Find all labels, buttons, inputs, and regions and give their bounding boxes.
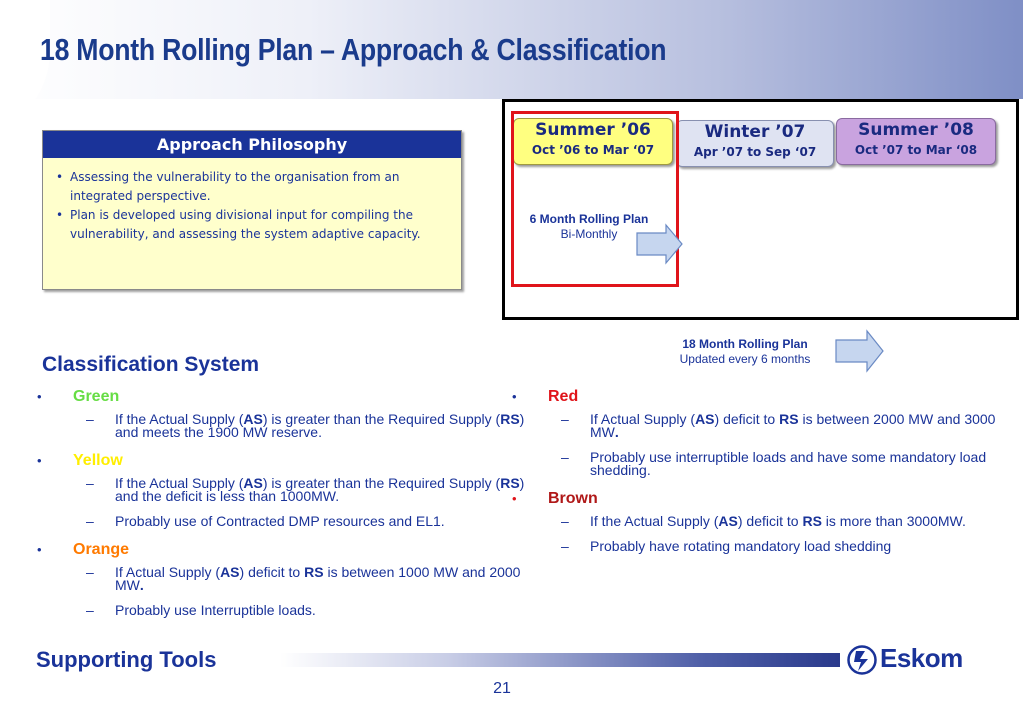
- eighteen-month-plan-label: [665, 337, 825, 367]
- category-criterion: [508, 515, 1018, 528]
- classification-left-column: [33, 387, 543, 629]
- cutoff-heading: Supporting Tools: [36, 647, 217, 672]
- criterion-text: ) is greater than the Required Supply (: [262, 411, 501, 427]
- criterion-text: Probably use Interruptible loads.: [115, 602, 316, 618]
- tab-name: Summer ’06: [535, 120, 651, 140]
- page-number: 21: [493, 680, 511, 697]
- header-curve: [0, 0, 50, 140]
- criterion-text: is more than 3000MW.: [821, 513, 966, 529]
- bullet-icon: •: [512, 389, 517, 404]
- dash-icon: –: [86, 475, 94, 491]
- eskom-logo-icon: [846, 645, 880, 675]
- criterion-emphasis: RS: [802, 513, 822, 529]
- criterion-text: Probably use interruptible loads and have some mandatory load shedding.: [590, 449, 987, 478]
- category-criterion: [33, 477, 543, 503]
- six-month-plan-title: 6 Month Rolling Plan: [529, 212, 649, 226]
- criterion-text: is between 1000 MW and 2000 MW: [115, 564, 521, 593]
- category-label: Orange: [73, 541, 130, 558]
- criterion-text: If Actual Supply (: [115, 564, 221, 580]
- page-title: 18 Month Rolling Plan – Approach & Classification: [40, 32, 667, 67]
- right-arrow-icon: [835, 330, 885, 372]
- criterion-emphasis: RS: [500, 475, 520, 491]
- tab-name: Summer ’08: [858, 120, 974, 140]
- criterion-text: If the Actual Supply (: [590, 513, 719, 529]
- criterion-emphasis: RS: [779, 411, 799, 427]
- category-green: [33, 387, 543, 407]
- classification-heading: Classification System: [42, 353, 260, 376]
- category-orange: [33, 540, 543, 560]
- approach-philosophy-box: [42, 130, 462, 290]
- category-label: Green: [73, 388, 120, 405]
- approach-bullet: • Plan is developed using divisional input for compiling the vulnerability, and assessing the system adaptive capacity.: [70, 206, 449, 244]
- dash-icon: –: [86, 513, 94, 529]
- category-criterion: [33, 604, 543, 617]
- category-criterion: [33, 413, 543, 439]
- eighteen-month-plan-subtitle: Updated every 6 months: [679, 352, 811, 366]
- bullet-icon: •: [512, 491, 517, 506]
- right-arrow-icon: [636, 224, 684, 264]
- six-month-plan-subtitle: Bi-Monthly: [560, 227, 618, 241]
- tab-dates: Oct ’07 to Mar ‘08: [854, 143, 978, 157]
- criterion-emphasis: RS: [304, 564, 324, 580]
- criterion-text: ) deficit to: [737, 513, 803, 529]
- criterion-text: ) deficit to: [239, 564, 305, 580]
- criterion-text: ) deficit to: [714, 411, 780, 427]
- criterion-text: Probably use of Contracted DMP resources and EL1.: [115, 513, 445, 529]
- criterion-emphasis: AS: [243, 411, 263, 427]
- category-criterion: [508, 451, 1018, 477]
- criterion-text: If the Actual Supply (: [115, 411, 244, 427]
- approach-bullet: • Assessing the vulnerability to the organisation from an integrated perspective.: [70, 168, 449, 206]
- bullet-icon: •: [37, 389, 42, 404]
- category-label: Red: [548, 388, 579, 405]
- eighteen-month-plan-title: 18 Month Rolling Plan: [682, 337, 808, 351]
- category-criterion: [508, 540, 1018, 553]
- criterion-emphasis: AS: [243, 475, 263, 491]
- bullet-icon: •: [37, 542, 42, 557]
- dash-icon: –: [561, 538, 569, 554]
- criterion-text: If Actual Supply (: [590, 411, 696, 427]
- approach-bullets: [53, 168, 449, 244]
- criterion-emphasis: .: [614, 424, 619, 440]
- category-criterion: [508, 413, 1018, 439]
- dash-icon: –: [86, 564, 94, 580]
- timeline-tab-winter-07: [676, 120, 834, 167]
- category-red: [508, 387, 1018, 407]
- category-label: Brown: [548, 490, 598, 507]
- tab-dates: Oct ’06 to Mar ‘07: [531, 143, 655, 157]
- approach-philosophy-heading: Approach Philosophy: [43, 131, 461, 158]
- bullet-icon: •: [37, 453, 42, 468]
- eskom-logo-text: Eskom: [880, 643, 963, 673]
- category-yellow: [33, 451, 543, 471]
- dash-icon: –: [561, 449, 569, 465]
- criterion-text: is between 2000 MW and 3000 MW: [590, 411, 996, 440]
- dash-icon: –: [86, 602, 94, 618]
- dash-icon: –: [86, 411, 94, 427]
- criterion-text: Probably have rotating mandatory load shedding: [590, 538, 892, 554]
- tab-dates: Apr ’07 to Sep ‘07: [693, 145, 817, 159]
- dash-icon: –: [561, 411, 569, 427]
- criterion-emphasis: .: [139, 577, 144, 593]
- criterion-text: ) and meets the 1900 MW reserve.: [115, 411, 525, 440]
- footer-bar: [280, 653, 840, 667]
- tab-name: Winter ’07: [704, 122, 806, 142]
- criterion-text: ) and the deficit is less than 1000MW.: [115, 475, 525, 504]
- classification-right-column: [508, 387, 1018, 565]
- criterion-text: If the Actual Supply (: [115, 475, 244, 491]
- category-label: Yellow: [73, 452, 123, 469]
- criterion-emphasis: RS: [500, 411, 520, 427]
- category-criterion: [33, 566, 543, 592]
- category-criterion: [33, 515, 543, 528]
- criterion-emphasis: AS: [220, 564, 240, 580]
- dash-icon: –: [561, 513, 569, 529]
- criterion-emphasis: AS: [695, 411, 715, 427]
- timeline-tab-summer-08: [836, 118, 996, 165]
- category-brown: [508, 489, 1018, 509]
- criterion-emphasis: AS: [718, 513, 738, 529]
- criterion-text: ) is greater than the Required Supply (: [262, 475, 501, 491]
